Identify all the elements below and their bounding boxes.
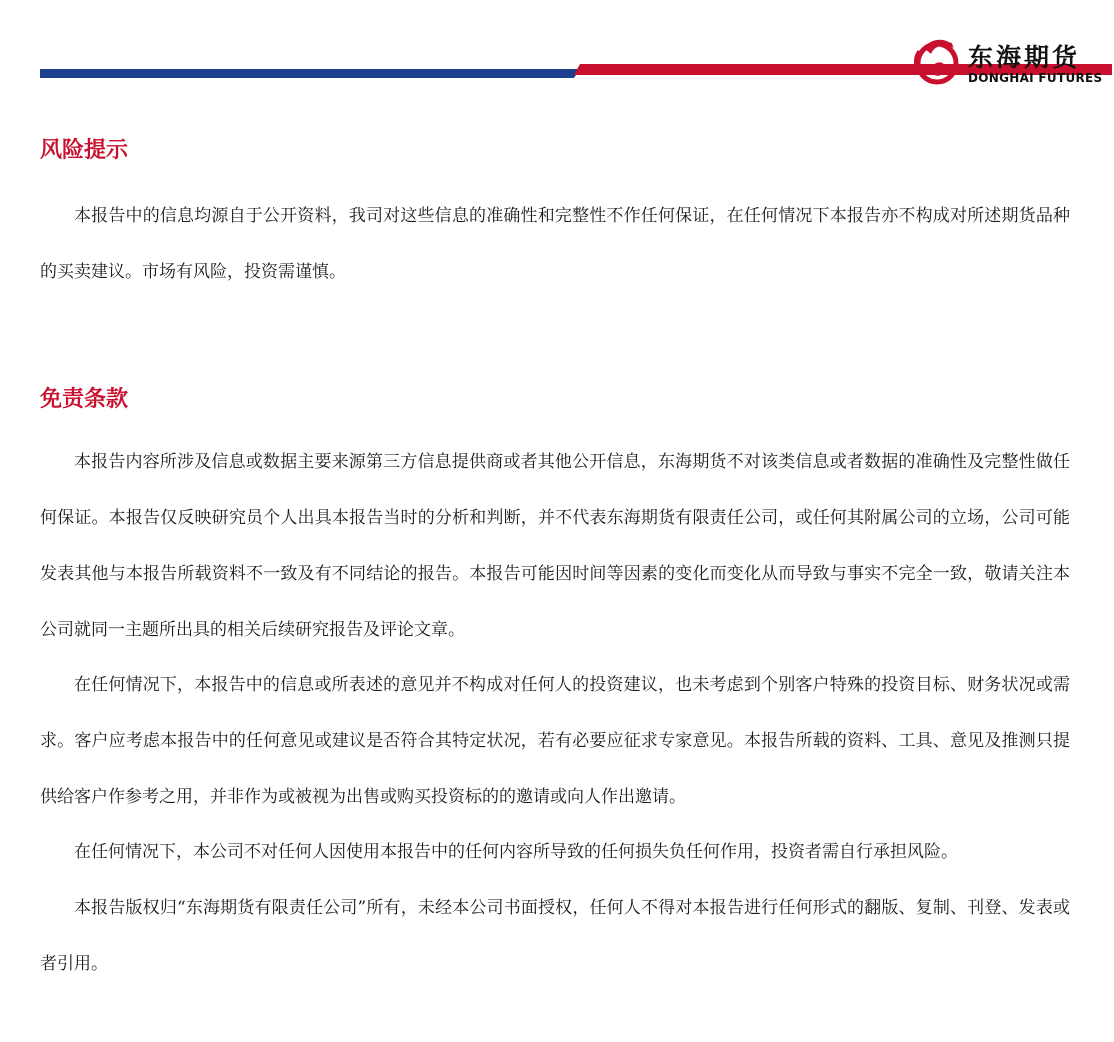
dragon-logo-icon xyxy=(910,34,964,88)
disclaimer-paragraph-4: 本报告版权归“东海期货有限责任公司”所有，未经本公司书面授权，任何人不得对本报告进行任何形式的翻版、复制、刊登、发表或者引用。 xyxy=(40,898,1070,974)
disclaimer-section-title: 免责条款 xyxy=(40,387,129,412)
company-logo xyxy=(910,34,1110,90)
logo-name-english: DONGHAI FUTURES xyxy=(968,71,1103,85)
disclaimer-paragraph-2: 在任何情况下，本报告中的信息或所表述的意见并不构成对任何人的投资建议，也未考虑到个别客户特殊的投资目标、财务状况或需求。客户应考虑本报告中的任何意见或建议是否符合其特定状况，若有必要应征求专家意见。本报告所载的资料、工具、意见及推测只提供给客户作参考之用，并非作为或被视为出售或购买投资标的的邀请或向人作出邀请。 xyxy=(40,675,1070,807)
disclaimer-paragraph-1: 本报告内容所涉及信息或数据主要来源第三方信息提供商或者其他公开信息，东海期货不对该类信息或者数据的准确性及完整性做任何保证。本报告仅反映研究员个人出具本报告当时的分析和判断，并不代表东海期货有限责任公司，或任何其附属公司的立场，公司可能发表其他与本报告所载资料不一致及有不同结论的报告。本报告可能因时间等因素的变化而变化从而导致与事实不完全一致，敬请关注本公司就同一主题所出具的相关后续研究报告及评论文章。 xyxy=(40,452,1070,640)
risk-section-title: 风险提示 xyxy=(40,138,129,163)
logo-name-chinese: 东海期货 xyxy=(968,43,1081,72)
header-stripe-blue xyxy=(40,69,580,78)
risk-paragraph: 本报告中的信息均源自于公开资料，我司对这些信息的准确性和完整性不作任何保证，在任何情况下本报告亦不构成对所述期货品种的买卖建议。市场有风险，投资需谨慎。 xyxy=(40,206,1070,282)
disclaimer-paragraph-3: 在任何情况下，本公司不对任何人因使用本报告中的任何内容所导致的任何损失负任何作用，投资者需自行承担风险。 xyxy=(74,842,958,862)
page-header xyxy=(0,0,1114,100)
